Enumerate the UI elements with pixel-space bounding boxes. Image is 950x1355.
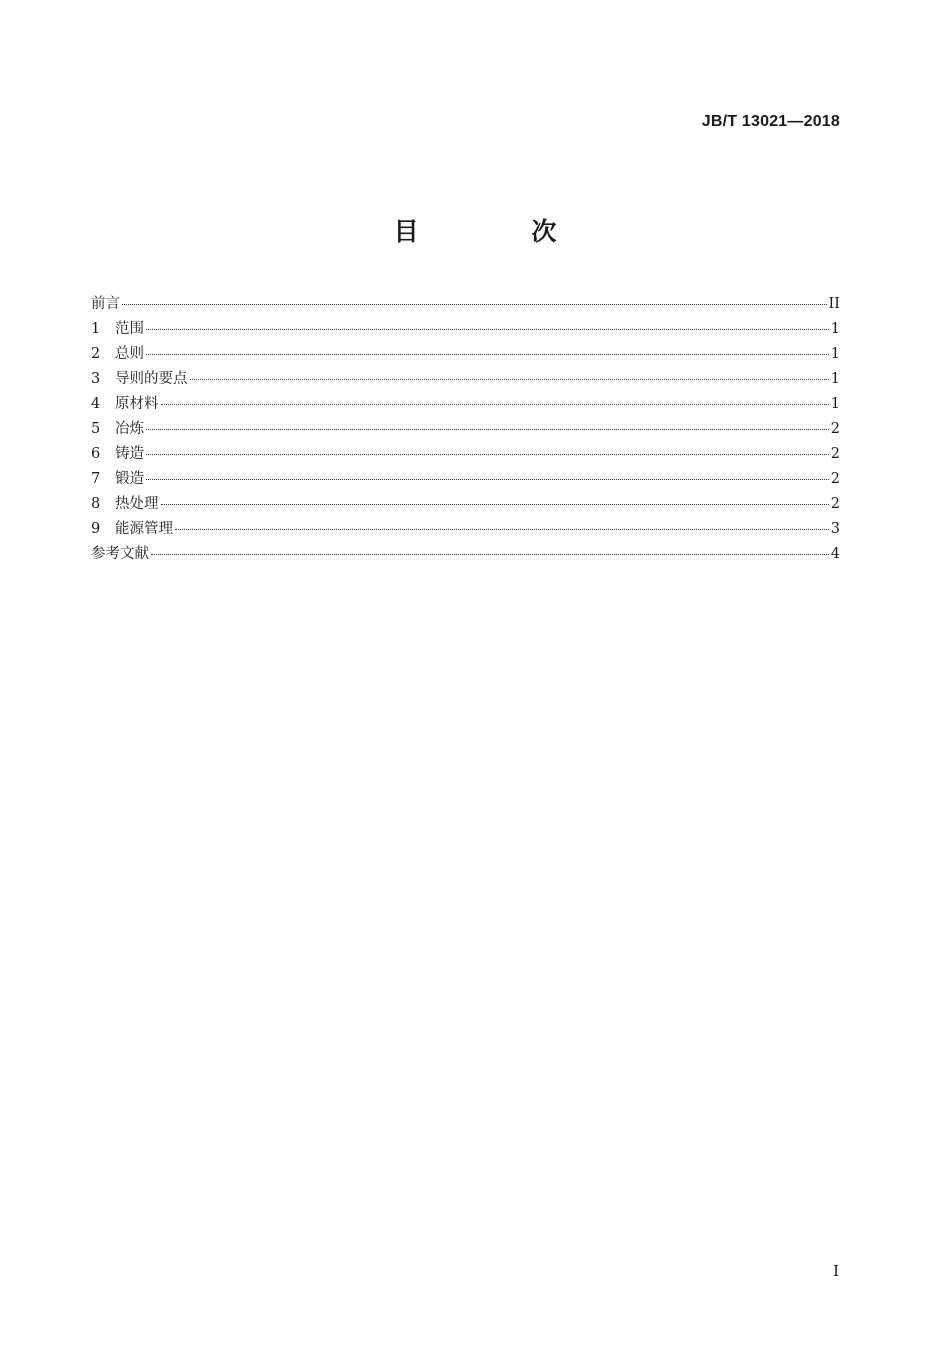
toc-entry[interactable]: [91, 417, 840, 442]
toc-dot-leader: [151, 554, 829, 555]
toc-entry-number: 7: [91, 471, 101, 487]
toc-entry[interactable]: [91, 317, 840, 342]
toc-entry-title: 原材料: [115, 396, 159, 412]
toc-dot-leader: [146, 479, 829, 480]
toc-entry[interactable]: [91, 292, 840, 317]
toc-dot-leader: [122, 304, 827, 305]
toc-entry-number: 4: [91, 396, 101, 412]
toc-entry-page: 1: [830, 371, 840, 387]
toc-entry-number: 3: [91, 371, 101, 387]
toc-entry-page: 2: [830, 496, 840, 512]
toc-entry[interactable]: [91, 342, 840, 367]
toc-entry[interactable]: [91, 442, 840, 467]
toc-entry-title: 锻造: [115, 471, 144, 487]
table-of-contents: [91, 292, 840, 567]
toc-entry-title: 冶炼: [115, 421, 144, 437]
toc-entry-number: 5: [91, 421, 101, 437]
toc-dot-leader: [146, 354, 829, 355]
toc-entry[interactable]: [91, 542, 840, 567]
toc-entry-page: 2: [830, 421, 840, 437]
toc-entry-page: 2: [830, 471, 840, 487]
toc-entry-page: 1: [830, 321, 840, 337]
toc-dot-leader: [146, 454, 829, 455]
toc-entry-number: 1: [91, 321, 101, 337]
toc-entry[interactable]: [91, 517, 840, 542]
toc-entry-page: 3: [830, 521, 840, 537]
toc-entry-title: 导则的要点: [115, 371, 188, 387]
toc-entry-title: 总则: [115, 346, 144, 362]
toc-entry-page: 4: [830, 546, 840, 562]
page-title: 目 次: [393, 217, 609, 246]
toc-entry-title: 能源管理: [115, 521, 173, 537]
toc-entry[interactable]: [91, 392, 840, 417]
toc-entry-number: 8: [91, 496, 101, 512]
toc-dot-leader: [175, 529, 829, 530]
toc-entry-title: 参考文献: [91, 546, 149, 562]
toc-entry-page: II: [828, 296, 840, 312]
toc-entry-page: 1: [830, 346, 840, 362]
toc-entry-number: 2: [91, 346, 101, 362]
toc-entry-number: 6: [91, 446, 101, 462]
toc-dot-leader: [146, 429, 829, 430]
toc-entry-page: 1: [830, 396, 840, 412]
toc-entry-page: 2: [830, 446, 840, 462]
toc-entry-title: 前言: [91, 296, 120, 312]
toc-entry[interactable]: [91, 367, 840, 392]
toc-dot-leader: [161, 504, 829, 505]
toc-entry[interactable]: [91, 492, 840, 517]
toc-entry[interactable]: [91, 467, 840, 492]
standard-number: JB/T 13021—2018: [701, 113, 840, 130]
toc-entry-title: 范围: [115, 321, 144, 337]
toc-entry-title: 铸造: [115, 446, 144, 462]
toc-dot-leader: [161, 404, 829, 405]
toc-dot-leader: [146, 329, 829, 330]
page-number: I: [833, 1262, 839, 1280]
toc-entry-title: 热处理: [115, 496, 159, 512]
toc-dot-leader: [190, 379, 829, 380]
toc-entry-number: 9: [91, 521, 101, 537]
